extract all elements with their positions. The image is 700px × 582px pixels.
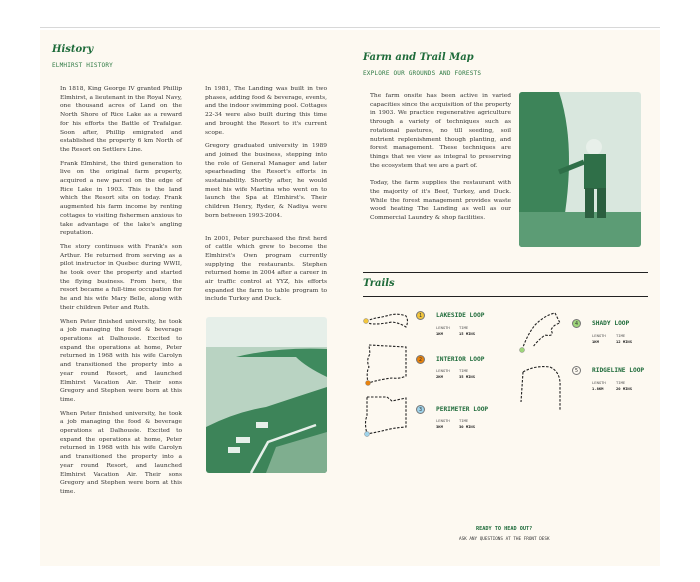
trail-time: 35 MINS: [459, 374, 476, 379]
length-label: LENGTH: [436, 418, 450, 423]
farm-title: Farm and Trail Map: [363, 52, 474, 63]
trail-number-badge: 5: [572, 366, 581, 375]
trail-length: 1KM: [592, 339, 599, 344]
trail-length: 1.8KM: [592, 386, 604, 391]
paragraph: The farm onsite has been active in varied capacities since the acquisition of the property in 1903. We practice regenerative agriculture through a variety of techniques such as rotational pastures, no till seeding, soil nutrient replenishment though planting, and forest management. These techniques are things that we view as integral to preserving the ecosystem that we are a part of.: [370, 93, 511, 169]
length-label: LENGTH: [436, 368, 450, 373]
paragraph: Today, the farm supplies the restaurant with the majority of it's Beef, Turkey, and Duck. While the forest management provides waste wood heating The Landing as well as our Commercial Laundry & shop facilities.: [370, 180, 511, 222]
farmer-photo: [519, 92, 641, 247]
history-column-1: [60, 85, 182, 502]
time-label: TIME: [459, 368, 469, 373]
trail-number-badge: 2: [416, 355, 425, 364]
trail-name: SHADY LOOP: [592, 320, 630, 327]
trails-title: Trails: [363, 278, 395, 289]
ridgeline-loop-map: [515, 362, 565, 412]
paragraph: In 2001, Peter purchased the first herd of cattle which grew to become the Elmhirst's Own program currently supplying the restaurants. Stephen returned home in 2004 after a career in air traffic control at YYZ, his efforts expanded the farm to table program to include Turkey and Duck.: [205, 235, 327, 303]
paragraph: Frank Elmhirst, the third generation to live on the original farm property, acquired a new parcel on the edge of Rice Lake in 1903. This is the land which the Resort sits on today. Frank augmented his farm income by renting cottages to visiting fishermen anxious to take advantage of the lake's angling reputation.: [60, 160, 182, 237]
cta-title: READY TO HEAD OUT?: [476, 526, 533, 532]
paragraph: In 1818, King George IV granted Phillip Elmhirst, a lieutenant in the Royal Navy, one thousand acres of Land on the North Shore of Rice Lake as a reward for his efforts the Battle of Trafalgar. Soon after, Phillip emigrated and established the property 6 km North of the Resort on Settlers Line.: [60, 86, 182, 153]
trail-length: 3KM: [436, 424, 443, 429]
paragraph: When Peter finished university, he took a job managing the food & beverage operations at Dalhousie. Excited to expand the operations at home, Peter returned in 1968 with his wife Carolyn and transitioned the property into a year round Resort, and launched Elmhirst Vacation Air. Their sons Gregory and Stephen were born at this time.: [60, 410, 182, 495]
cta-subtitle: ASK ANY QUESTIONS AT THE FRONT DESK: [459, 537, 550, 542]
trails-bottom-rule: [363, 296, 648, 297]
length-label: LENGTH: [592, 333, 606, 338]
history-subtitle: ELMHIRST HISTORY: [52, 62, 113, 69]
time-label: TIME: [616, 380, 626, 385]
history-column-2: [205, 85, 327, 309]
trail-name: PERIMETER LOOP: [436, 406, 489, 413]
history-title: History: [52, 44, 94, 55]
trail-name: INTERIOR LOOP: [436, 356, 485, 363]
time-label: TIME: [459, 325, 469, 330]
trail-number-badge: 1: [416, 311, 425, 320]
trail-length: 1KM: [436, 331, 443, 336]
farm-text: [370, 92, 511, 228]
farm-subtitle: EXPLORE OUR GROUNDS AND FORESTS: [363, 70, 482, 77]
paragraph: The story continues with Frank's son Arthur. He returned from serving as a pilot instructor in Quebec during WWII, he took over the property and started the flying business. From here, the resort became a full-time occupation for he and his wife Mary Belle, along with their children Peter and Ruth.: [60, 243, 182, 311]
trail-number-badge: 4: [572, 319, 581, 328]
length-label: LENGTH: [592, 380, 606, 385]
interior-loop-map: [362, 342, 412, 387]
trail-time: 30 MINS: [459, 424, 476, 429]
paragraph: Gregory graduated university in 1989 and joined the business, stepping into the role of General Manager and later spearheading the Resort's efforts in sustainability. Shortly after, he would meet his wife Martina who went on to launch the Spa at Elmhirst's. Their children Henry, Ryder, & Nadiya were born between 1993-2004.: [205, 143, 327, 219]
perimeter-loop-map: [362, 392, 412, 440]
trail-length: 2KM: [436, 374, 443, 379]
paragraph: When Peter finished university, he took a job managing the food & beverage operations at Dalhousie. Excited to expand the operations at home, Peter returned in 1968 with his wife Carolyn and transitioned the property into a year round Resort, and launched Elmhirst Vacation Air. Their sons Gregory and Stephen were born at this time.: [60, 318, 182, 403]
lakeside-loop-map: [362, 305, 412, 330]
shady-loop-map: [515, 305, 565, 355]
trail-number-badge: 3: [416, 405, 425, 414]
lake-aerial-photo: [206, 317, 327, 473]
trail-time: 15 MINS: [459, 331, 476, 336]
time-label: TIME: [459, 418, 469, 423]
trail-name: RIDGELINE LOOP: [592, 367, 645, 374]
trail-time: 12 MINS: [616, 339, 633, 344]
top-divider: [40, 27, 660, 28]
time-label: TIME: [616, 333, 626, 338]
paragraph: In 1981, The Landing was built in two phases, adding food & beverage, events, and the indoor swimming pool. Cottages 22-34 were also built during this time and brought the Resort to it's current scope.: [205, 86, 327, 136]
trail-name: LAKESIDE LOOP: [436, 312, 485, 319]
length-label: LENGTH: [436, 325, 450, 330]
trail-time: 20 MINS: [616, 386, 633, 391]
trails-top-rule: [363, 272, 648, 273]
